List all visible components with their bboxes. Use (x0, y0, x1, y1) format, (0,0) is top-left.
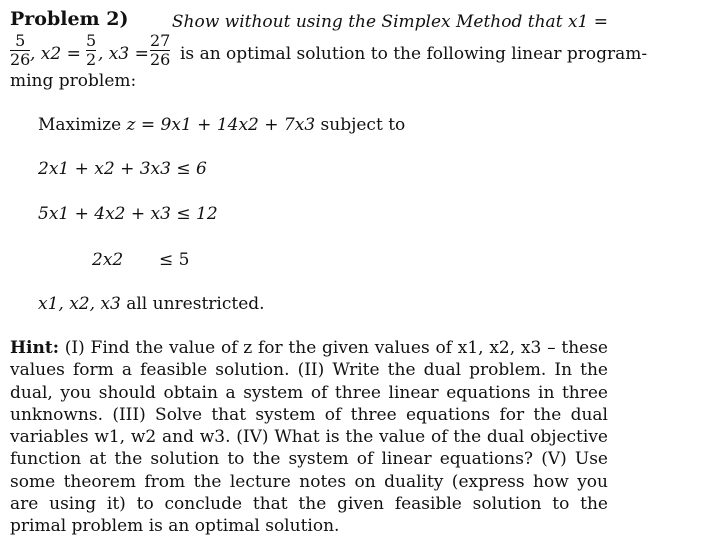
hint-paragraph (10, 337, 608, 538)
fraction-x2-numerator: 5 (86, 31, 97, 50)
hint-text: (I) Find the value of z for the given values of x1, x2, x3 – these values form a feasible solution. (II) Write the dual problem. In the dual, you should obtain a system of three linear equations in three unknowns. (III) Solve that system of three equations for the dual variables w1, w2 and w3. (IV) What is the value of the dual objective function at the solution to the system of linear equations? (V) Use some theorem from the lecture notes on duality (express how you are using it) to conclude that the given feasible solution to the primal problem is an optimal solution. (10, 338, 608, 537)
constraint-3-lhs: 2x2 (92, 250, 124, 270)
fraction-x3 (150, 32, 170, 69)
constraint-3-rhs: ≤ 5 (159, 250, 190, 270)
constraint-1: 2x1 + x2 + 3x3 ≤ 6 (38, 159, 207, 179)
unrestricted-text: all unrestricted. (126, 294, 265, 314)
intro-end: ming problem: (10, 71, 137, 91)
subject-to: subject to (320, 115, 406, 135)
fraction-x2 (86, 32, 96, 69)
fraction-x3-numerator: 27 (150, 31, 171, 50)
intro-right-text (172, 12, 608, 32)
variables-list: x1, x2, x3 (38, 294, 121, 314)
intro-tail: is an optimal solution to the following linear program- (180, 44, 648, 64)
variables-line (38, 294, 265, 314)
x3-equals: , x3 = (98, 44, 149, 64)
constraint-2: 5x1 + 4x2 + x3 ≤ 12 (38, 204, 218, 224)
hint-label: Hint: (10, 338, 60, 358)
fraction-x1 (10, 32, 30, 69)
objective-label: Maximize (38, 115, 122, 135)
x1-equals: x1 = (567, 12, 608, 32)
objective-function: z = 9x1 + 14x2 + 7x3 (126, 115, 316, 135)
fraction-x1-numerator: 5 (15, 31, 26, 50)
problem-title: Problem 2) (10, 8, 129, 30)
intro-right-phrase: Show without using the Simplex Method that (171, 12, 563, 32)
fraction-x1-denominator: 26 (10, 50, 31, 69)
fraction-x2-denominator: 2 (86, 50, 97, 69)
objective-line (38, 115, 405, 135)
fraction-x3-denominator: 26 (150, 50, 171, 69)
x2-equals: , x2 = (30, 44, 81, 64)
